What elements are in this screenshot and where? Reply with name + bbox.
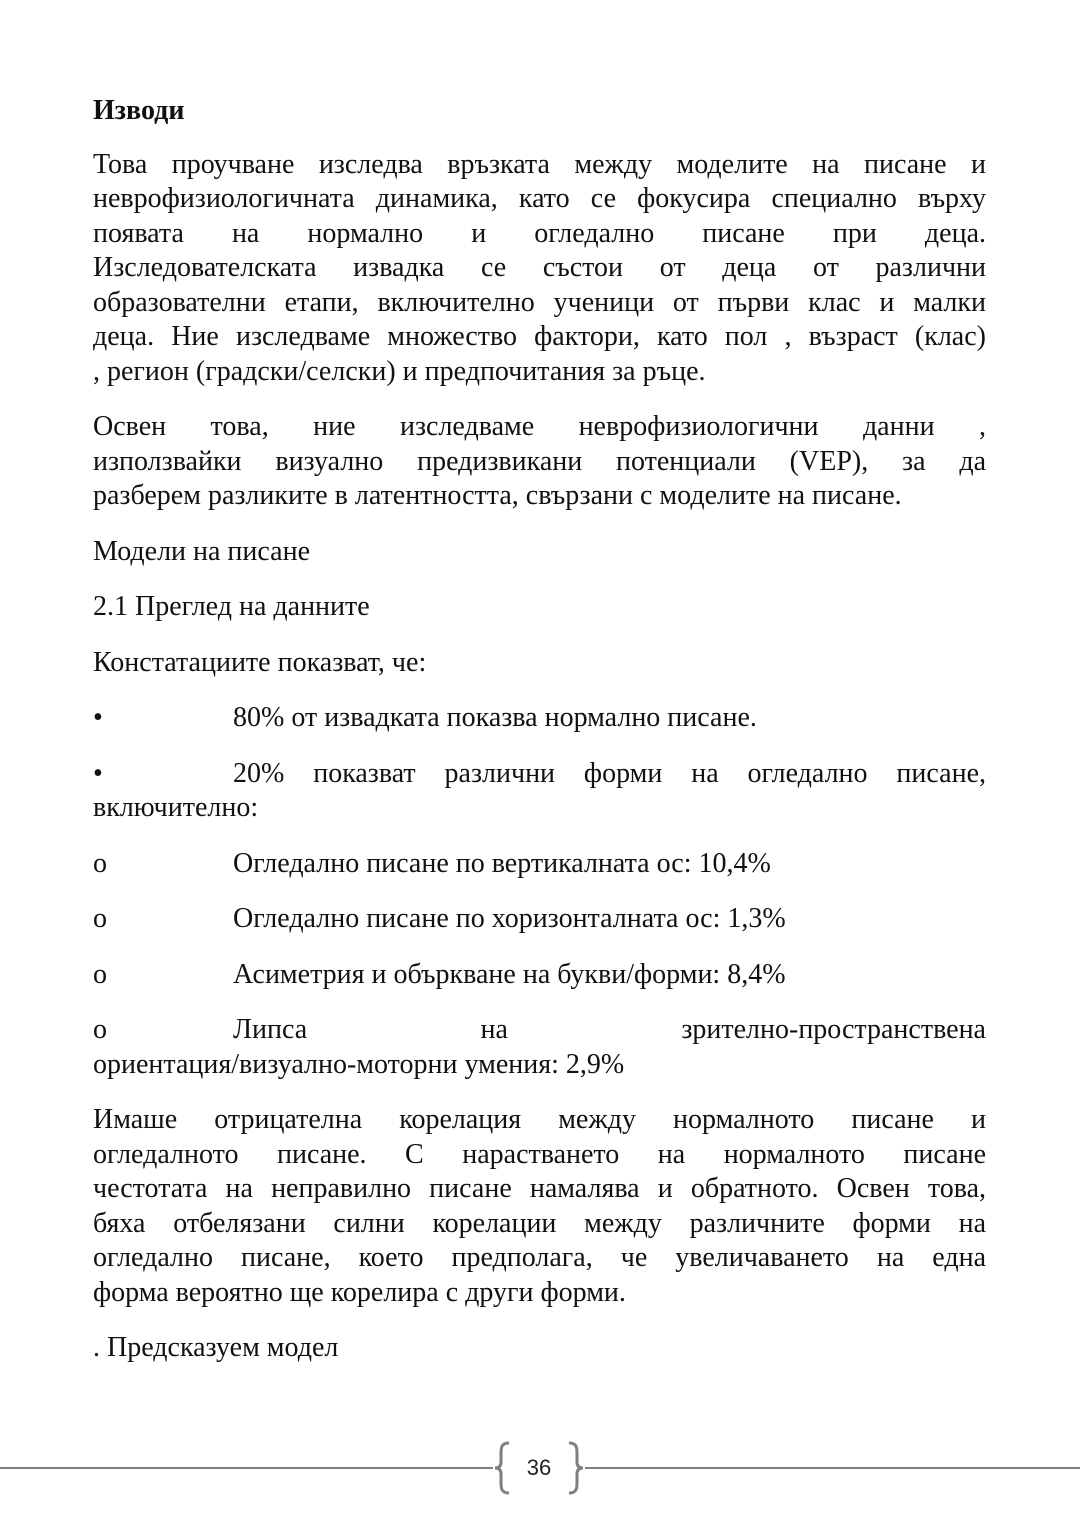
sub-item-word: зрително-пространствена <box>681 1014 986 1045</box>
footer-rule-left <box>0 1467 493 1469</box>
paragraph-1 <box>93 148 986 390</box>
findings-intro: Констатациите показват, че: <box>93 646 427 678</box>
sub-item-text: Огледално писане по хоризонталната ос: 1,3% <box>233 903 786 934</box>
sub-item <box>93 902 986 937</box>
page-number-box <box>493 1440 585 1496</box>
paragraph-1-line: , регион (градски/селски) и предпочитания за ръце. <box>93 355 706 387</box>
paragraph-1-line: Това проучване изследва връзката между моделите на писане и <box>93 148 986 180</box>
bullet-text: 20% показват различни форми на огледално писане, <box>233 757 986 789</box>
sub-item-mark: o <box>93 1014 107 1045</box>
sub-item-word: на <box>480 1014 508 1045</box>
sub-item-mark: o <box>93 958 107 990</box>
subsection-title: 2.1 Преглед на данните <box>93 591 370 622</box>
paragraph-3-line: огледално писане, което предполага, че увеличаването на една <box>93 1242 986 1273</box>
paragraph-1-line: деца. Ние изследваме множество фактори, като пол , възраст (клас) <box>93 321 986 352</box>
sub-item-mark: o <box>93 847 107 879</box>
document-body <box>93 94 986 1387</box>
bullet-text: 80% от извадката показва нормално писане. <box>233 702 757 733</box>
paragraph-3-line: честотата на неправилно писане намалява и обратното. Освен това, <box>93 1173 986 1204</box>
paragraph-1-line: Изследователската извадка се състои от деца от различни <box>93 252 986 283</box>
sub-item-word: Липса <box>233 1014 308 1045</box>
sub-item-mark: o <box>93 903 107 934</box>
sub-item-text: Асиметрия и объркване на букви/форми: 8,4% <box>233 958 786 990</box>
bullet-mark: • <box>93 702 103 733</box>
paragraph-3 <box>93 1103 986 1310</box>
sub-item <box>93 958 986 993</box>
bullet-mark: • <box>93 757 103 789</box>
sub-item <box>93 1013 986 1082</box>
paragraph-2 <box>93 410 986 514</box>
sub-item-text <box>233 1013 986 1048</box>
paragraph-3-line: форма вероятно ще корелира с други форми. <box>93 1276 626 1308</box>
paragraph-3-line: огледалното писане. С нарастването на нормалното писане <box>93 1138 986 1170</box>
section-title: Модели на писане <box>93 535 311 567</box>
heading-conclusions: Изводи <box>93 95 185 126</box>
paragraph-1-line: неврофизиологичната динамика, като се фокусира специално върху <box>93 183 986 214</box>
bullet-continuation: включително: <box>93 792 259 823</box>
bullet-item <box>93 701 986 736</box>
paragraph-2-line: Освен това, ние изследваме неврофизиологични данни , <box>93 411 986 442</box>
sub-item-text: Огледално писане по вертикалната ос: 10,4% <box>233 847 771 879</box>
paragraph-2-line: разберем разликите в латентността, свързани с моделите на писане. <box>93 480 902 511</box>
paragraph-3-line: Имаше отрицателна корелация между нормалното писане и <box>93 1104 986 1135</box>
footer-rule-right <box>585 1467 1080 1469</box>
sub-item-continuation: ориентация/визуално-моторни умения: 2,9% <box>93 1048 625 1080</box>
page-number: 36 <box>526 1455 552 1480</box>
bullet-item <box>93 757 986 826</box>
paragraph-1-line: появата на нормално и огледално писане при деца. <box>93 217 986 249</box>
closing-title: . Предсказуем модел <box>93 1332 339 1363</box>
paragraph-2-line: използвайки визуално предизвикани потенциали (VEP), за да <box>93 445 986 477</box>
paragraph-1-line: образователни етапи, включително ученици от първи клас и малки <box>93 286 986 318</box>
paragraph-3-line: бяха отбелязани силни корелации между различните форми на <box>93 1207 986 1239</box>
sub-item <box>93 847 986 882</box>
